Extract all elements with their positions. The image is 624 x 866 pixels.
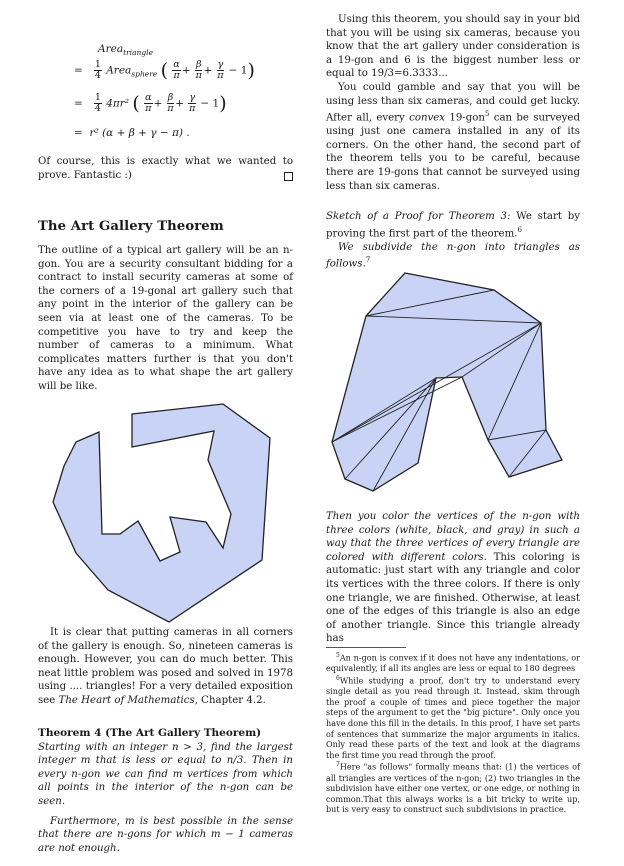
section-title: The Art Gallery Theorem — [38, 219, 224, 234]
math-line-2: = $\frac{1}{4}$ 4πr² ( $\frac{\alpha}{\pi}$ + $\frac{\beta}{\pi}$ + $\frac{\gamma}{\pi}$ − 1) — [74, 92, 227, 115]
qed-square-icon — [284, 172, 293, 181]
theorem-4 — [38, 727, 293, 855]
gallery-polygon-figure — [38, 392, 293, 628]
math-line-3: = r² (α + β + γ − π) . — [74, 127, 190, 139]
triangulated-polygon — [332, 273, 562, 491]
intro-paragraph: The outline of a typical art gallery will be an n-gon. You are a security consultant bidding for a contract to install security cameras at some of the corners of a 19-gonal art gallery such that any point in the interior of the gallery can be seen via at least one of the cameras. To be competitive you have to try and keep the number of cameras to a minimum. What complicates matters further is that you don't have any idea as to what shape the art gallery will be like. — [38, 245, 293, 392]
theorem-label: Theorem 4 (The Art Gallery Theorem) — [38, 727, 262, 739]
triangulated-polygon-figure — [326, 268, 580, 504]
right-text-top — [326, 13, 580, 193]
footnote-rule — [326, 647, 406, 648]
math-lhs: Area$_{triangle}$ — [98, 43, 154, 58]
footnotes — [326, 651, 580, 815]
footnote-5: $^5$An n-gon is convex if it does not have any indentations, or equivalently, if all its angles are less or equal to 180 degrees — [326, 652, 580, 674]
clear-paragraph: It is clear that putting cameras in all corners of the gallery is enough. So, nineteen cameras is enough. However, you can do much better. This neat little problem was posed and solved in 1978 using .... triangles! For a very detailed exposition see The Heart of Mathematics, Chapter 4.2. — [38, 627, 293, 706]
frac-quarter: $\frac{1}{4}$ — [94, 59, 101, 81]
footnote-6: $^6$While studying a proof, don't try to understand every single detail as you read through it. Instead, skim through the proof a couple of times and piece together the major steps of the argument to get the "big picture". Only once you have done this fill in the details. In this proof, I have set parts of sentences that summarize the major arguments in italics. Only read these parts of the text and look at the diagrams the first time you read through the proof. — [326, 674, 580, 760]
math-line-1: = $\frac{1}{4}$ Area$_{sphere}$ ( $\frac{\alpha}{\pi}$ + $\frac{\beta}{\pi}$ + $\frac{\gamma}{\pi}$ − 1) — [74, 59, 255, 82]
sketch-paragraph: Sketch of a Proof for Theorem 3: We start by proving the first part of the theorem.$^6$ We subdivide the n-gon into triangles as follows.$^7$ — [326, 211, 580, 270]
coloring-paragraph: Then you color the vertices of the n-gon with three colors (white, black, and gray) in such a way that the three vertices of every triangle are colored with different colors. This coloring is automatic: just start with any triangle and color its vertices with the three colors. If there is only one triangle, we are finished. Otherwise, at least one of the edges of this triangle is also an edge of another triangle. Since this triangle already has — [326, 511, 580, 645]
theorem-statement-2: Furthermore, m is best possible in the sense that there are n-gons for which m − 1 cameras are not enough. — [38, 815, 293, 854]
bid-paragraph: Using this theorem, you should say in your bid that you will be using six cameras, because you know that the art gallery under consideration is a 19-gon and 6 is the biggest number less or equal to 19/3=6.3333... — [326, 14, 580, 80]
gallery-polygon — [53, 404, 270, 622]
theorem-statement: Starting with an integer n > 3, find the largest integer m that is less or equal to n/3. Then in every n-gon we can find m vertices from which all points in the interior of the n-gon can be seen. — [38, 741, 293, 807]
footnote-7: $^7$Here "as follows" formally means that: (1) the vertices of all triangles are vertices of the n-gon; (2) two triangles in the subdivision have either one vertex, or one edge, or nothing in common.That this always works is a bit tricky to write up, but is very easy to construct such subdivisions in practice. — [326, 761, 580, 815]
gamble-paragraph: You could gamble and say that you will be using less than six cameras, and could get lucky. After all, every convex 19-gon$^5$ can be surveyed using just one camera installed in any of its corners. On the other hand, the second part of the theorem tells you to be careful, because there are 19-gons that cannot be surveyed using less than six cameras. — [326, 81, 580, 192]
proof-conclusion: Of course, this is exactly what we wanted to prove. Fantastic :) — [38, 156, 293, 181]
